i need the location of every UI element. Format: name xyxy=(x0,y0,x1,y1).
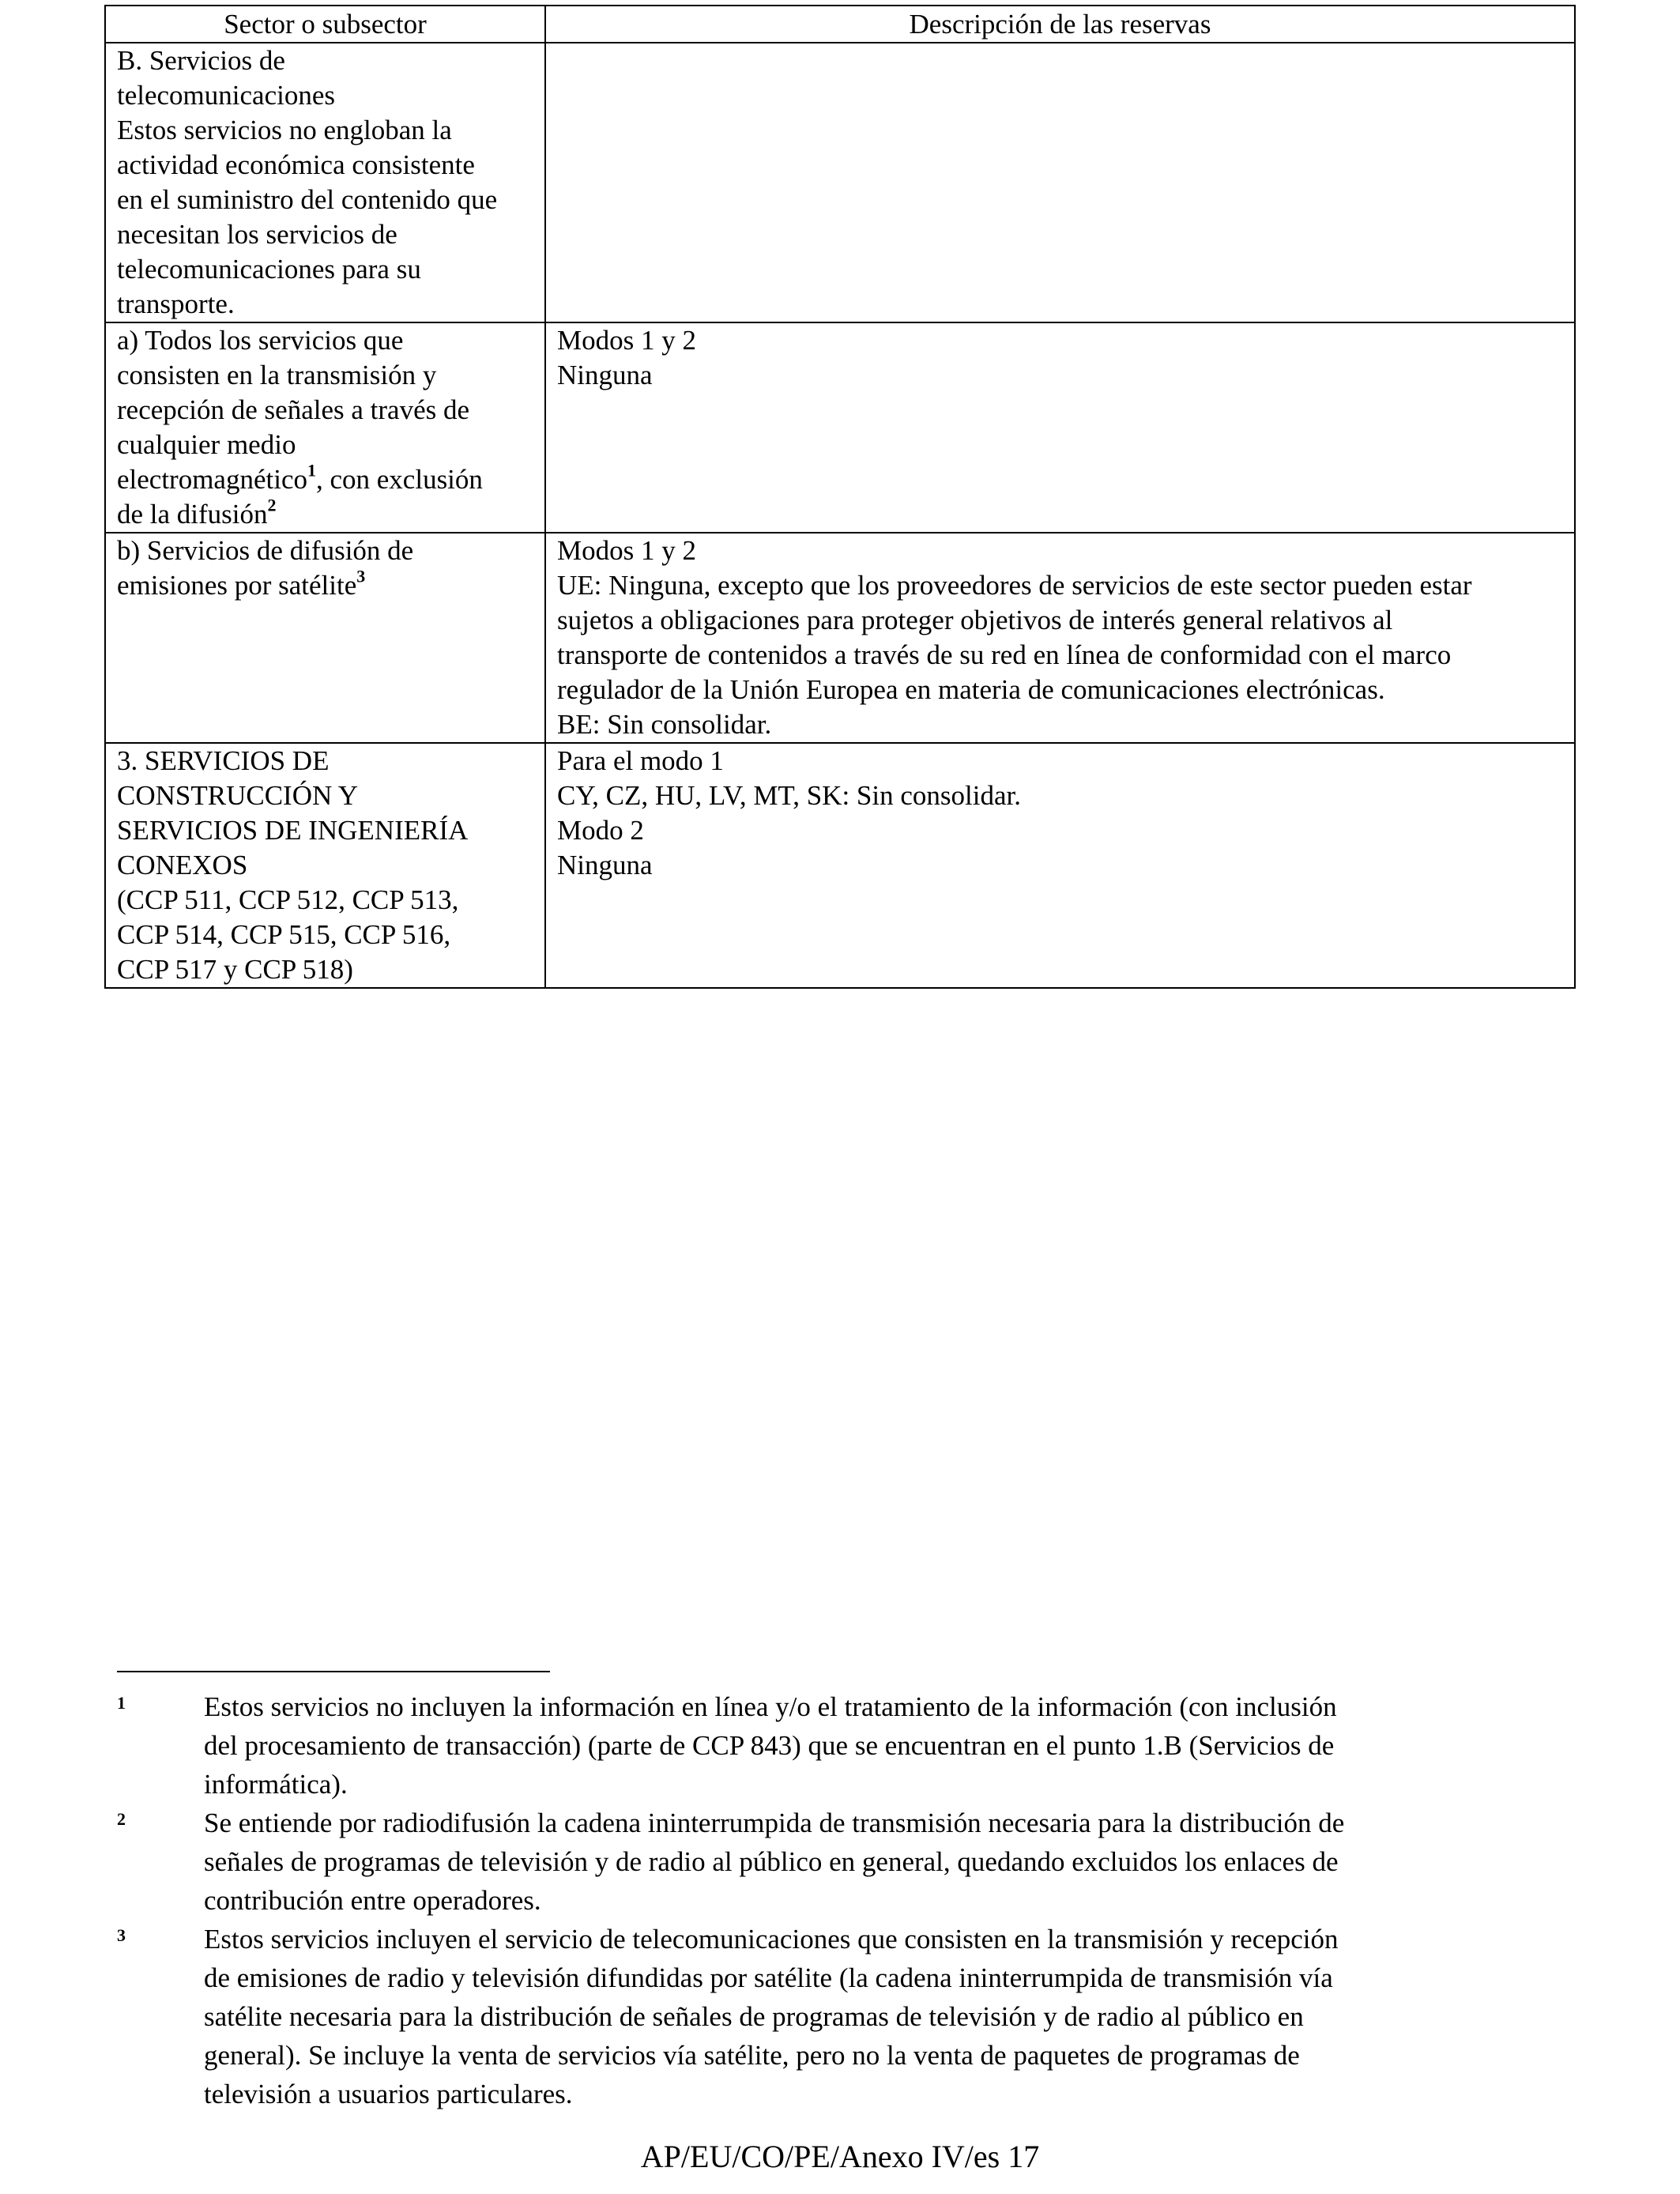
sector-line: recepción de señales a través de xyxy=(117,394,470,425)
sector-text: de la difusión xyxy=(117,499,268,530)
footnote-line: del procesamiento de transacción) (parte de CCP 843) que se encuentran en el punto 1.B (Servicios de xyxy=(204,1730,1335,1761)
footnote-number: 2 xyxy=(117,1809,126,1829)
description-line: Modos 1 y 2 xyxy=(557,325,696,356)
description-line: transporte de contenidos a través de su red en línea de conformidad con el marco xyxy=(557,639,1452,670)
description-cell xyxy=(545,533,1575,743)
description-line: BE: Sin consolidar. xyxy=(557,709,772,740)
footnote-item xyxy=(117,1920,1563,2113)
description-cell xyxy=(545,322,1575,533)
sector-line: Estos servicios no engloban la xyxy=(117,115,452,145)
sector-text: electromagnético xyxy=(117,464,307,495)
sector-line: actividad económica consistente xyxy=(117,149,475,180)
sector-text: , con exclusión xyxy=(315,464,483,495)
footnote-number: 1 xyxy=(117,1693,126,1713)
footnote-line: señales de programas de televisión y de radio al público en general, quedando excluidos los enlaces de xyxy=(204,1846,1339,1877)
description-cell xyxy=(545,43,1575,322)
table-row xyxy=(105,322,1575,533)
sector-cell xyxy=(105,533,545,743)
footnote-item xyxy=(117,1687,1563,1804)
footnote-text xyxy=(204,1804,1563,1920)
footnote-line: Estos servicios no incluyen la información en línea y/o el tratamiento de la información (con inclusión xyxy=(204,1691,1337,1722)
sector-line xyxy=(117,497,533,532)
footnote-ref[interactable]: 1 xyxy=(307,460,316,481)
sector-line xyxy=(117,462,533,497)
sector-line xyxy=(117,568,533,603)
description-line: Ninguna xyxy=(557,360,653,390)
sector-cell xyxy=(105,743,545,988)
sector-cell xyxy=(105,322,545,533)
sector-line: transporte. xyxy=(117,288,235,319)
sector-line: consisten en la transmisión y xyxy=(117,360,437,390)
footnote-line: televisión a usuarios particulares. xyxy=(204,2079,573,2109)
sector-line: CCP 514, CCP 515, CCP 516, xyxy=(117,919,451,950)
table-row xyxy=(105,743,1575,988)
sector-cell xyxy=(105,43,545,322)
sector-text: emisiones por satélite xyxy=(117,570,357,601)
description-line: CY, CZ, HU, LV, MT, SK: Sin consolidar. xyxy=(557,780,1021,811)
table-row xyxy=(105,533,1575,743)
sector-line: SERVICIOS DE INGENIERÍA xyxy=(117,815,469,846)
footnote-text xyxy=(204,1687,1563,1804)
page-reference: AP/EU/CO/PE/Anexo IV/es 17 xyxy=(640,2139,1040,2174)
description-line: sujetos a obligaciones para proteger objetivos de interés general relativos al xyxy=(557,605,1393,635)
description-line: Modos 1 y 2 xyxy=(557,535,696,566)
sector-line: B. Servicios de xyxy=(117,45,285,76)
description-line: Modo 2 xyxy=(557,815,644,846)
footnote-text xyxy=(204,1920,1563,2113)
sector-line: en el suministro del contenido que xyxy=(117,184,498,215)
sector-line: CONSTRUCCIÓN Y xyxy=(117,780,358,811)
footnote-line: contribución entre operadores. xyxy=(204,1885,541,1916)
sector-line: cualquier medio xyxy=(117,429,296,460)
footnote-ref[interactable]: 2 xyxy=(267,495,277,515)
table-row xyxy=(105,43,1575,322)
description-line: Ninguna xyxy=(557,850,653,880)
sector-line: b) Servicios de difusión de xyxy=(117,535,414,566)
footnote-line: informática). xyxy=(204,1769,348,1800)
sector-line: telecomunicaciones xyxy=(117,80,335,111)
footnotes xyxy=(117,1687,1563,2113)
description-line: UE: Ninguna, excepto que los proveedores de servicios de este sector pueden estar xyxy=(557,570,1472,601)
sector-line: CONEXOS xyxy=(117,850,248,880)
footnote-line: Se entiende por radiodifusión la cadena ininterrumpida de transmisión necesaria para la distribución de xyxy=(204,1808,1345,1838)
sector-line: a) Todos los servicios que xyxy=(117,325,404,356)
description-line: Para el modo 1 xyxy=(557,745,724,776)
footnote-item xyxy=(117,1804,1563,1920)
reservations-table xyxy=(104,5,1576,989)
footnote-separator xyxy=(117,1671,550,1672)
table-header-row xyxy=(105,6,1575,43)
footnote-line: de emisiones de radio y televisión difundidas por satélite (la cadena ininterrumpida de transmisión vía xyxy=(204,1962,1333,1993)
sector-line: (CCP 511, CCP 512, CCP 513, xyxy=(117,884,459,915)
footnote-line: satélite necesaria para la distribución de señales de programas de televisión y de radio al público en xyxy=(204,2001,1304,2032)
footnote-line: Estos servicios incluyen el servicio de telecomunicaciones que consisten en la transmisión y recepción xyxy=(204,1924,1339,1955)
sector-line: CCP 517 y CCP 518) xyxy=(117,954,353,985)
sector-line: 3. SERVICIOS DE xyxy=(117,745,330,776)
footnote-line: general). Se incluye la venta de servicios vía satélite, pero no la venta de paquetes de programas de xyxy=(204,2040,1300,2071)
sector-line: telecomunicaciones para su xyxy=(117,254,421,285)
description-line: regulador de la Unión Europea en materia de comunicaciones electrónicas. xyxy=(557,674,1385,705)
header-description: Descripción de las reservas xyxy=(545,6,1575,43)
sector-line: necesitan los servicios de xyxy=(117,219,397,250)
description-cell xyxy=(545,743,1575,988)
header-sector: Sector o subsector xyxy=(105,6,545,43)
footnote-number: 3 xyxy=(117,1925,126,1945)
footnote-ref[interactable]: 3 xyxy=(356,566,366,586)
